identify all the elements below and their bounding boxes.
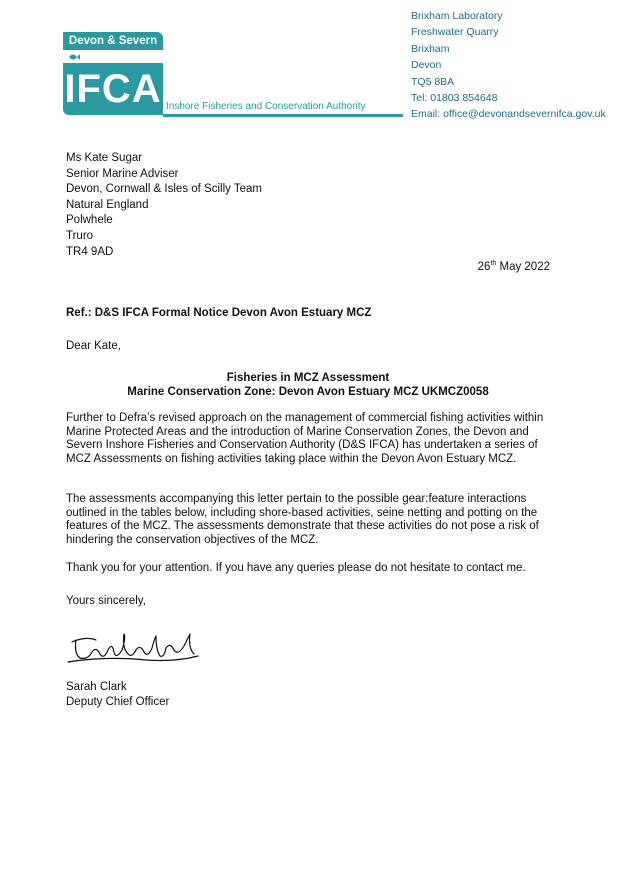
sender-address	[411, 8, 606, 123]
sender-line: Brixham Laboratory	[411, 10, 503, 22]
body-paragraph: The assessments accompanying this letter pertain to the possible gear:feature interactions outlined in the tables below, including shore-based activities, seine netting and potting on the features of the MCZ. The assessments demonstrate that these activities do not pose a risk of hindering the conservation objectives of the MCZ.	[66, 493, 539, 546]
logo-badge: Devon & Severn	[63, 32, 163, 50]
body-paragraph: Further to Defra’s revised approach on the management of commercial fishing activities within Marine Protected Areas and the introduction of Marine Conservation Zones, the Devon and Severn Inshore Fisheries and Conservation Authority (D&S IFCA) has undertaken a series of MCZ Assessments on fishing activities taking place within the Devon Avon Estuary MCZ.	[66, 412, 544, 465]
signer-name: Sarah Clark	[66, 681, 127, 693]
greeting: Dear Kate,	[66, 340, 121, 352]
sender-phone: Tel: 01803 854648	[411, 92, 498, 105]
recipient-line: Polwhele	[66, 214, 113, 227]
date-day: 26	[477, 260, 491, 273]
sender-email[interactable]: Email: office@devonandsevernifca.gov.uk	[411, 108, 606, 121]
heading-line-1: Fisheries in MCZ Assessment	[226, 372, 390, 384]
closing: Yours sincerely,	[66, 595, 146, 607]
sender-line: Brixham	[411, 42, 450, 55]
recipient-address	[66, 151, 262, 260]
logo-subtitle: Inshore Fisheries and Conservation Authority	[166, 101, 366, 112]
fish-icon	[68, 52, 80, 62]
letter-heading	[66, 371, 550, 399]
logo-ifca: IFCA	[63, 63, 163, 115]
sender-line: Freshwater Quarry	[411, 26, 499, 39]
sender-line: TQ5 8BA	[411, 75, 455, 88]
body-paragraph: Thank you for your attention. If you have any queries please do not hesitate to contact me.	[66, 562, 526, 574]
logo-underline	[163, 114, 403, 117]
recipient-line: Natural England	[66, 198, 149, 211]
heading-line-2: Marine Conservation Zone: Devon Avon Estuary MCZ UKMCZ0058	[127, 386, 489, 398]
date-suffix: th	[490, 260, 497, 267]
signer-title: Deputy Chief Officer	[66, 696, 170, 708]
recipient-line: Senior Marine Adviser	[66, 167, 179, 180]
sender-line: Devon	[411, 59, 442, 72]
signature-image	[66, 624, 206, 668]
date-rest: May 2022	[496, 260, 550, 273]
letter-date	[478, 260, 550, 273]
signer-block	[66, 680, 169, 710]
reference-line: Ref.: D&S IFCA Formal Notice Devon Avon Estuary MCZ	[66, 307, 372, 319]
recipient-line: TR4 9AD	[66, 245, 114, 258]
recipient-line: Ms Kate Sugar	[66, 152, 143, 164]
recipient-line: Devon, Cornwall & Isles of Scilly Team	[66, 183, 262, 196]
recipient-line: Truro	[66, 229, 94, 242]
